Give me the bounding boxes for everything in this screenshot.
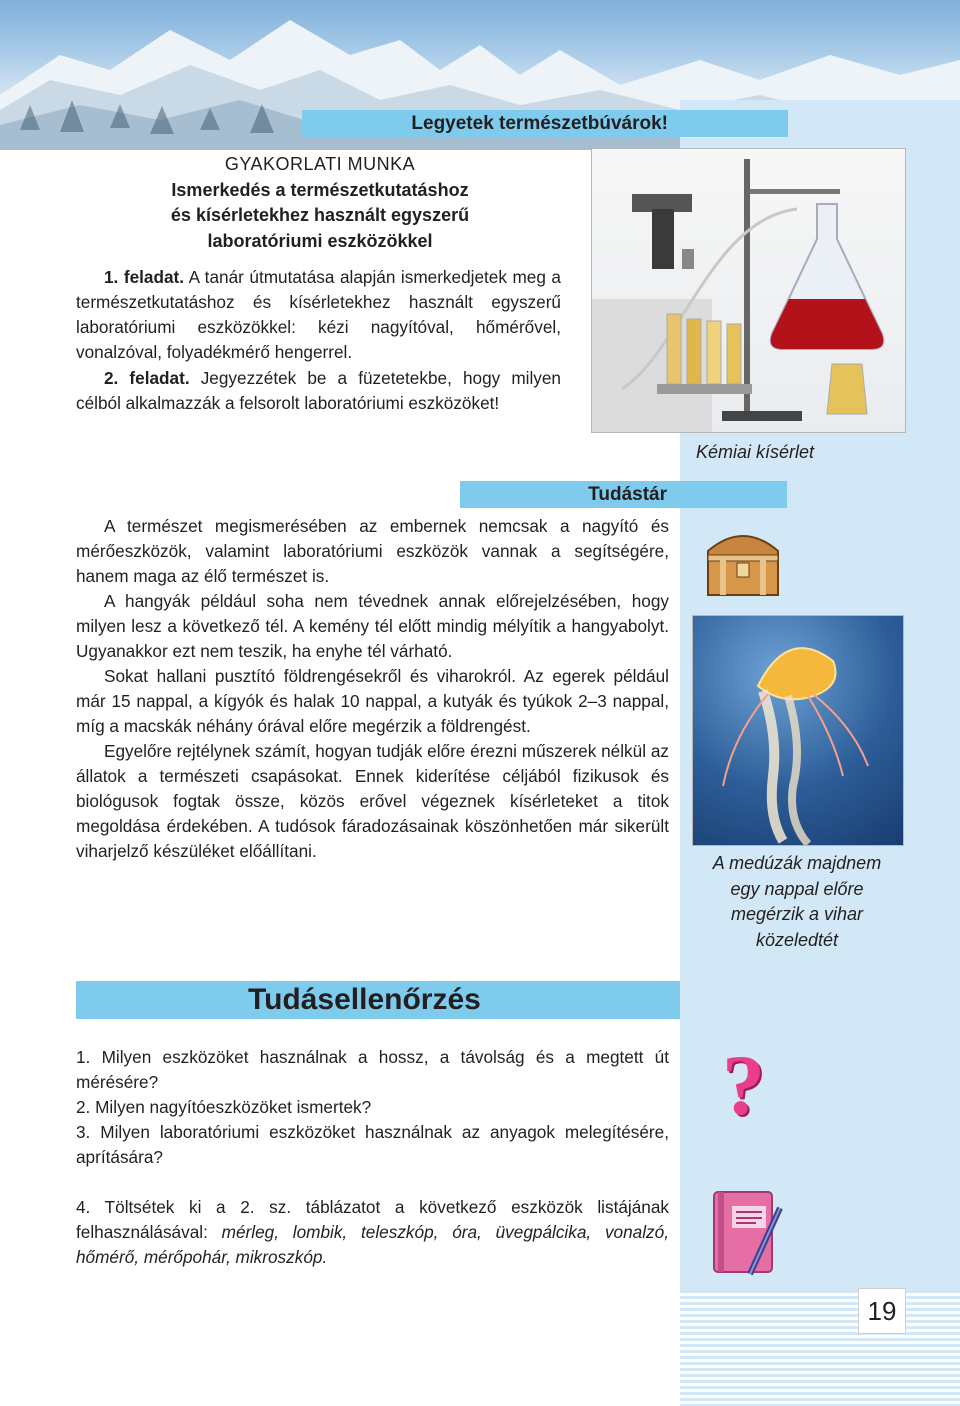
side-column-stripes	[680, 1290, 960, 1406]
lab-equipment-photo	[591, 148, 906, 433]
task-1-text: A tanár útmutatása alapján ismerkedjetek meg a természetkutatáshoz és kísérletekhez használt egyszerű laboratóriumi eszközökkel: kézi nagyítóval, hőmérővel, vonalzóval, folyadékmérő hengerrel.	[76, 267, 561, 362]
jellyfish-caption-line-1: A medúzák majdnem	[712, 853, 882, 873]
task-2-label: 2. feladat.	[104, 368, 190, 388]
tasks-block	[76, 265, 561, 416]
task-1-label: 1. feladat.	[104, 267, 185, 287]
section-tag-text: Legyetek természetbúvárok!	[411, 113, 668, 134]
page-number: 19	[858, 1288, 906, 1334]
questions-block	[76, 1045, 669, 1270]
jellyfish-caption-line-2: egy nappal előre	[730, 878, 864, 899]
section-tag-bar	[302, 110, 788, 137]
question-4-prefix: 4. Töltsétek ki a 2. sz. táblázatot a következő eszközök listájának felhasználásával:	[76, 1197, 669, 1242]
jellyfish-illustration	[693, 616, 903, 845]
knowledge-paragraph-4: Egyelőre rejtélynek számít, hogyan tudják előre érezni műszerek nélkül az állatok a természeti csapásokat. Ennek kiderítése céljából fizikusok és biológusok fogtak össze, közös erővel végeznek kísérleteket a titok megoldása érdekében. A tudósok fáradozásainak köszönhetően már sikerült viharjelző készüléket előállítani.	[76, 741, 669, 861]
knowledge-title: Tudástár	[588, 484, 667, 505]
question-4-list: mérleg, lombik, teleszkóp, óra, üvegpálcika, vonalzó, hőmérő, mérőpohár, mikroszkóp.	[76, 1222, 669, 1267]
question-1: 1. Milyen eszközöket használnak a hossz, a távolság és a megtett út mérésére?	[76, 1047, 669, 1092]
lab-photo-caption: Kémiai kísérlet	[695, 442, 815, 462]
knowledge-check-bar	[76, 981, 680, 1019]
question-2: 2. Milyen nagyítóeszközöket ismertek?	[76, 1097, 372, 1117]
question-mark-icon: ?	[722, 1037, 765, 1133]
practical-subtitle-3: laboratóriumi eszközökkel	[207, 230, 433, 251]
task-1	[76, 265, 561, 365]
question-4	[76, 1195, 669, 1270]
knowledge-paragraph-3: Sokat hallani pusztító földrengésekről és viharokról. Az egerek például már 15 nappal, a kígyók és halak 10 nappal, a kutyák és tyúkok 2–3 nappal, míg a macskák néhány órával előre megérzik a földrengést.	[76, 666, 669, 736]
knowledge-title-bar	[460, 481, 787, 508]
task-2	[76, 366, 561, 416]
jellyfish-caption-line-4: közeledtét	[755, 929, 839, 950]
task-2-text: Jegyezzétek be a füzetetekbe, hogy milyen célból alkalmazzák a felsorolt laboratóriumi eszközöket!	[76, 368, 561, 413]
notebook-pen-icon	[710, 1188, 786, 1280]
jellyfish-caption-line-3: megérzik a vihar	[730, 904, 864, 924]
treasure-chest-icon	[700, 521, 786, 601]
question-3: 3. Milyen laboratóriumi eszközöket használnak az anyagok melegítésére, aprítására?	[76, 1122, 669, 1167]
lab-illustration	[592, 149, 905, 432]
practical-title: GYAKORLATI MUNKA	[224, 154, 416, 174]
practical-subtitle-2: és kísérletekhez használt egyszerű	[170, 205, 470, 225]
jellyfish-caption	[692, 851, 902, 953]
knowledge-body	[76, 514, 669, 864]
jellyfish-photo	[692, 615, 904, 846]
knowledge-paragraph-1: A természet megismerésében az embernek nemcsak a nagyító és mérőeszközök, valamint laboratóriumi eszközök vannak a segítségére, hanem maga az élő természet is.	[76, 516, 669, 586]
practical-heading	[110, 152, 530, 254]
knowledge-check-title: Tudásellenőrzés	[248, 983, 481, 1016]
practical-subtitle-1: Ismerkedés a természetkutatáshoz	[171, 179, 469, 200]
knowledge-paragraph-2: A hangyák például soha nem tévednek annak előrejelzésében, hogy milyen lesz a következő tél. A kemény tél előtt mindig mélyítik a hangyabolyt. Ugyanakkor ezt nem teszik, ha enyhe tél várható.	[76, 591, 669, 661]
